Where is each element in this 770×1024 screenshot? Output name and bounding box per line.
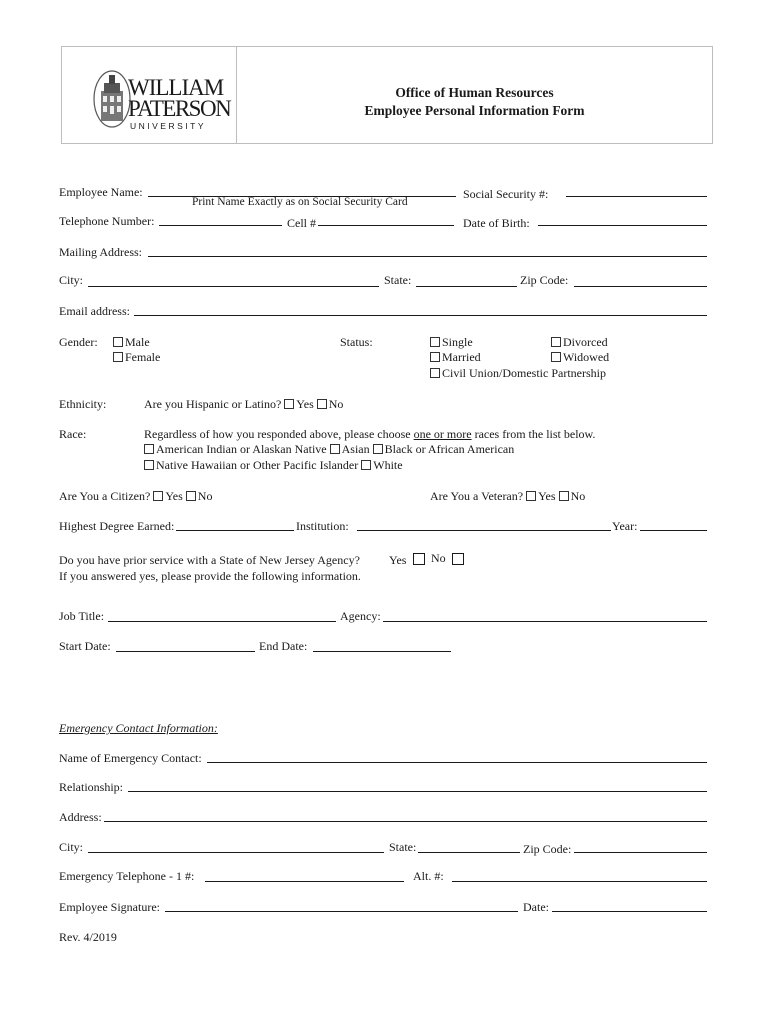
prior-service-yes-checkbox[interactable]: [413, 553, 425, 565]
mailing-address-field[interactable]: [148, 256, 707, 257]
veteran-no-option[interactable]: No: [559, 489, 586, 504]
checkbox-icon: [551, 337, 561, 347]
checkbox-icon: [559, 491, 569, 501]
institution-field[interactable]: [357, 530, 611, 531]
agency-label: Agency:: [340, 609, 381, 623]
end-date-label: End Date:: [259, 639, 308, 653]
gender-label: Gender:: [59, 335, 98, 349]
checkbox-icon: [284, 399, 294, 409]
race-option-asian[interactable]: Asian: [330, 442, 370, 457]
emergency-name-field[interactable]: [207, 762, 707, 763]
email-field[interactable]: [134, 315, 707, 316]
revision-label: Rev. 4/2019: [59, 930, 117, 944]
emergency-city-label: City:: [59, 840, 84, 854]
checkbox-icon: [330, 444, 340, 454]
ssn-field[interactable]: [566, 196, 707, 197]
alt-phone-label: Alt. #:: [413, 869, 444, 883]
veteran-question: Are You a Veteran? Yes No: [430, 489, 586, 503]
degree-field[interactable]: [176, 530, 294, 531]
checkbox-icon: [526, 491, 536, 501]
status-label: Status:: [340, 335, 373, 349]
year-label: Year:: [612, 519, 638, 533]
checkbox-icon: [186, 491, 196, 501]
gender-option-male[interactable]: Male: [113, 335, 150, 350]
zip-field[interactable]: [574, 286, 707, 287]
hispanic-question: Are you Hispanic or Latino? Yes No: [144, 397, 344, 411]
email-label: Email address:: [59, 304, 130, 318]
telephone-label: Telephone Number:: [59, 214, 155, 228]
employee-name-hint: Print Name Exactly as on Social Security Card: [192, 196, 408, 208]
race-instruction: Regardless of how you responded above, please choose one or more races from the list below.: [144, 427, 596, 441]
checkbox-icon: [430, 352, 440, 362]
ssn-label: Social Security #:: [463, 187, 549, 201]
dob-label: Date of Birth:: [463, 216, 530, 230]
logo-word-paterson: PATERSON: [128, 96, 231, 121]
signature-field[interactable]: [165, 911, 518, 912]
emergency-state-label: State:: [389, 840, 417, 854]
checkbox-icon: [361, 460, 371, 470]
mailing-address-label: Mailing Address:: [59, 245, 142, 259]
emergency-address-field[interactable]: [104, 821, 707, 822]
prior-service-question: Do you have prior service with a State of New Jersey Agency?: [59, 553, 360, 567]
prior-service-yes-label: Yes: [389, 553, 407, 567]
race-option-pacific-islander[interactable]: Native Hawaiian or Other Pacific Islander: [144, 458, 358, 473]
citizen-no-option[interactable]: No: [186, 489, 213, 504]
emergency-city-field[interactable]: [88, 852, 384, 853]
state-field[interactable]: [416, 286, 517, 287]
emergency-phone-label: Emergency Telephone - 1 #:: [59, 869, 195, 883]
cell-field[interactable]: [318, 225, 454, 226]
emergency-zip-field[interactable]: [574, 852, 707, 853]
prior-service-followup: If you answered yes, please provide the following information.: [59, 569, 361, 583]
cell-label: Cell #: [287, 216, 316, 230]
emergency-contact-heading: Emergency Contact Information:: [59, 721, 218, 735]
end-date-field[interactable]: [313, 651, 451, 652]
race-options-row2: [144, 458, 403, 473]
year-field[interactable]: [640, 530, 707, 531]
gender-option-female[interactable]: Female: [113, 350, 160, 365]
status-option-single[interactable]: Single: [430, 335, 473, 350]
ethnicity-label: Ethnicity:: [59, 397, 107, 411]
race-option-black[interactable]: Black or African American: [373, 442, 515, 457]
hispanic-yes-option[interactable]: Yes: [284, 397, 313, 412]
status-option-divorced[interactable]: Divorced: [551, 335, 608, 350]
emergency-name-label: Name of Emergency Contact:: [59, 751, 202, 765]
status-option-civil-union[interactable]: Civil Union/Domestic Partnership: [430, 366, 606, 381]
form-header: [61, 46, 713, 144]
prior-service-no-label: No: [431, 551, 446, 565]
citizen-yes-option[interactable]: Yes: [153, 489, 182, 504]
employee-name-label: Employee Name:: [59, 185, 143, 199]
start-date-field[interactable]: [116, 651, 255, 652]
state-label: State:: [384, 273, 412, 287]
zip-label: Zip Code:: [520, 273, 569, 287]
status-option-married[interactable]: Married: [430, 350, 481, 365]
city-field[interactable]: [88, 286, 379, 287]
checkbox-icon: [144, 460, 154, 470]
emergency-zip-label: Zip Code:: [523, 842, 572, 856]
citizen-question: Are You a Citizen? Yes No: [59, 489, 213, 503]
checkbox-icon: [373, 444, 383, 454]
emergency-state-field[interactable]: [418, 852, 520, 853]
checkbox-icon: [144, 444, 154, 454]
hispanic-no-option[interactable]: No: [317, 397, 344, 412]
checkbox-icon: [430, 337, 440, 347]
status-option-widowed[interactable]: Widowed: [551, 350, 609, 365]
checkbox-icon: [113, 337, 123, 347]
form-title: [237, 47, 712, 143]
emergency-address-label: Address:: [59, 810, 102, 824]
dob-field[interactable]: [538, 225, 707, 226]
race-options-row1: [144, 442, 514, 457]
signature-date-field[interactable]: [552, 911, 707, 912]
signature-date-label: Date:: [523, 900, 549, 914]
prior-service-no-checkbox[interactable]: [452, 553, 464, 565]
checkbox-icon: [153, 491, 163, 501]
start-date-label: Start Date:: [59, 639, 111, 653]
degree-label: Highest Degree Earned:: [59, 519, 175, 533]
logo-word-university: UNIVERSITY: [130, 121, 207, 131]
race-label: Race:: [59, 427, 87, 441]
relationship-label: Relationship:: [59, 780, 123, 794]
checkbox-icon: [551, 352, 561, 362]
alt-phone-field[interactable]: [452, 881, 707, 882]
agency-field[interactable]: [383, 621, 707, 622]
checkbox-icon: [113, 352, 123, 362]
checkbox-icon: [317, 399, 327, 409]
race-option-white[interactable]: White: [361, 458, 402, 473]
job-title-label: Job Title:: [59, 609, 105, 623]
checkbox-icon: [430, 368, 440, 378]
signature-label: Employee Signature:: [59, 900, 160, 914]
relationship-field[interactable]: [128, 791, 707, 792]
university-logo: [62, 47, 237, 143]
veteran-yes-option[interactable]: Yes: [526, 489, 555, 504]
emergency-phone-field[interactable]: [205, 881, 404, 882]
logo-word-william: WILLIAM: [128, 75, 224, 100]
race-option-american-indian[interactable]: American Indian or Alaskan Native: [144, 442, 327, 457]
office-title: Office of Human Resources: [395, 85, 554, 100]
telephone-field[interactable]: [159, 225, 282, 226]
institution-label: Institution:: [296, 519, 349, 533]
building-seal-icon: [92, 69, 132, 129]
job-title-field[interactable]: [108, 621, 336, 622]
form-name-title: Employee Personal Information Form: [364, 103, 585, 118]
city-label: City:: [59, 273, 84, 287]
